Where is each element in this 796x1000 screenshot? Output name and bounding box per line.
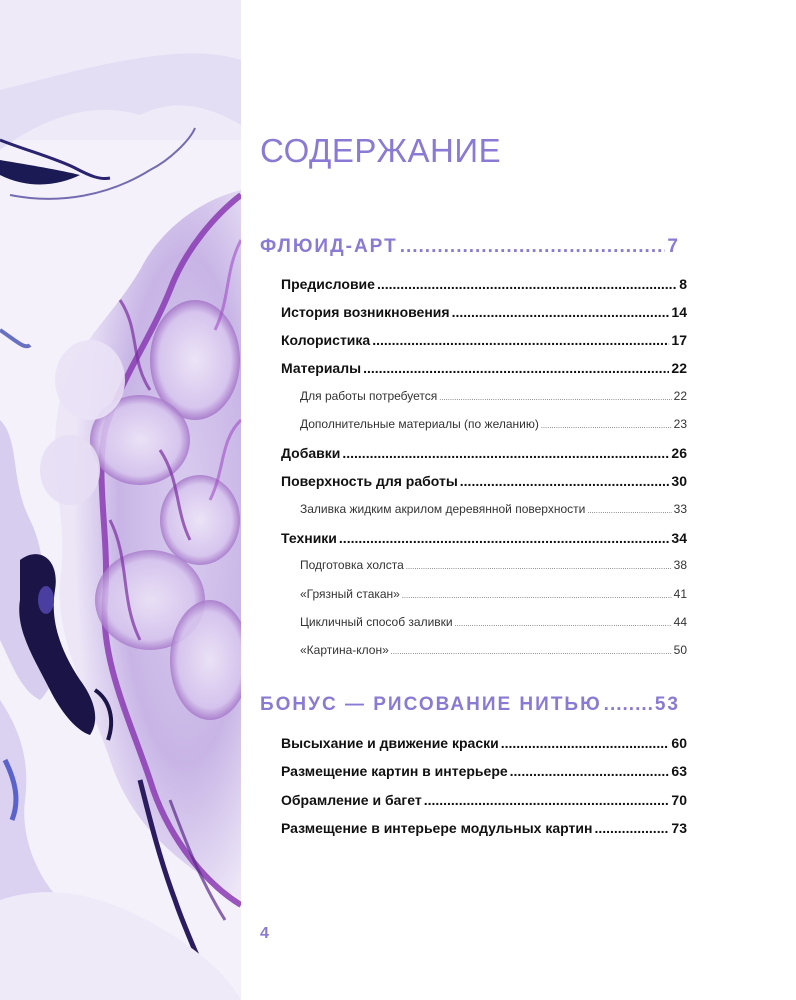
toc-chapter-page: 26	[671, 445, 687, 461]
toc-chapter[interactable]	[281, 445, 687, 461]
toc-subchapter[interactable]	[300, 417, 687, 431]
fluid-art-painting	[0, 0, 241, 1000]
toc-chapter-title: Размещение картин в интерьере	[281, 763, 508, 779]
toc-chapter[interactable]	[281, 735, 687, 751]
toc-chapter[interactable]	[281, 792, 687, 808]
page-number: 4	[260, 925, 269, 942]
toc-chapter-title: Материалы	[281, 360, 362, 376]
dot-leader	[594, 820, 669, 836]
dot-leader	[439, 395, 671, 402]
toc-chapter[interactable]	[281, 304, 687, 320]
dot-leader	[339, 530, 670, 546]
toc-subchapter[interactable]	[300, 587, 687, 601]
toc-chapter-page: 73	[671, 820, 687, 836]
toc-section-title: БОНУС — РИСОВАНИЕ НИТЬЮ	[260, 694, 602, 715]
toc-chapter-page: 34	[671, 530, 687, 546]
toc-chapter[interactable]	[281, 360, 687, 376]
toc-section-page: 7	[667, 236, 680, 257]
toc-subchapter-page: 41	[673, 587, 687, 601]
toc-chapter[interactable]	[281, 763, 687, 779]
toc-chapter-title: Предисловие	[281, 276, 375, 292]
toc-chapter-page: 70	[671, 792, 687, 808]
toc-section-page: 53	[654, 694, 680, 715]
toc-subchapter-page: 44	[673, 615, 687, 629]
dot-leader	[391, 649, 672, 656]
toc-chapter-title: Техники	[281, 530, 337, 546]
dot-leader	[604, 694, 653, 716]
toc-chapter-title: Поверхность для работы	[281, 473, 458, 489]
toc-chapter-page: 8	[679, 276, 687, 292]
dot-leader	[402, 593, 672, 600]
toc-section[interactable]	[260, 694, 680, 716]
dot-leader	[587, 508, 671, 515]
toc-chapter[interactable]	[281, 473, 687, 489]
dot-leader	[501, 735, 670, 751]
toc-chapter-page: 60	[671, 735, 687, 751]
dot-leader	[363, 360, 669, 376]
toc-chapter-title: История возникновения	[281, 304, 450, 320]
dot-leader	[372, 332, 669, 348]
toc-chapter-page: 17	[671, 332, 687, 348]
toc-chapter[interactable]	[281, 820, 687, 836]
dot-leader	[342, 445, 669, 461]
dot-leader	[377, 276, 677, 292]
toc-subchapter-title: Цикличный способ заливки	[300, 615, 453, 629]
toc-subchapter-page: 50	[673, 643, 687, 657]
toc-chapter-page: 63	[671, 763, 687, 779]
toc-subchapter-title: Дополнительные материалы (по желанию)	[300, 417, 539, 431]
dot-leader	[455, 621, 672, 628]
toc-chapter-title: Размещение в интерьере модульных картин	[281, 820, 593, 836]
dot-leader	[400, 236, 666, 258]
dot-leader	[406, 564, 672, 571]
toc-chapter-title: Высыхание и движение краски	[281, 735, 499, 751]
toc-subchapter[interactable]	[300, 643, 687, 657]
toc-subchapter[interactable]	[300, 558, 687, 572]
toc-chapter-title: Колористика	[281, 332, 371, 348]
toc-section-title: ФЛЮИД-АРТ	[260, 236, 398, 257]
toc-subchapter[interactable]	[300, 615, 687, 629]
toc-subchapter-page: 23	[673, 417, 687, 431]
dot-leader	[510, 763, 670, 779]
toc-subchapter[interactable]	[300, 502, 687, 516]
toc-subchapter-title: «Картина-клон»	[300, 643, 389, 657]
toc-chapter-title: Добавки	[281, 445, 341, 461]
dot-leader	[452, 304, 670, 320]
toc-chapter[interactable]	[281, 530, 687, 546]
toc-subchapter-title: «Грязный стакан»	[300, 587, 400, 601]
toc-subchapter-title: Заливка жидким акрилом деревянной поверхности	[300, 502, 586, 516]
dot-leader	[424, 792, 670, 808]
toc-chapter-page: 14	[671, 304, 687, 320]
toc-chapter-title: Обрамление и багет	[281, 792, 422, 808]
fluid-art-illustration	[0, 0, 241, 1000]
toc-chapter[interactable]	[281, 276, 687, 292]
toc-subchapter-page: 33	[673, 502, 687, 516]
toc-subchapter-page: 22	[673, 389, 687, 403]
dot-leader	[460, 473, 670, 489]
toc-chapter[interactable]	[281, 332, 687, 348]
toc-chapter-page: 30	[671, 473, 687, 489]
toc-subchapter-title: Для работы потребуется	[300, 389, 438, 403]
toc-subchapter-title: Подготовка холста	[300, 558, 404, 572]
table-of-contents	[241, 0, 796, 1000]
page-title: СОДЕРЖАНИЕ	[260, 132, 502, 169]
toc-chapter-page: 22	[671, 360, 687, 376]
dot-leader	[541, 423, 672, 430]
toc-subchapter-page: 38	[673, 558, 687, 572]
toc-subchapter[interactable]	[300, 389, 687, 403]
toc-section[interactable]	[260, 236, 680, 258]
